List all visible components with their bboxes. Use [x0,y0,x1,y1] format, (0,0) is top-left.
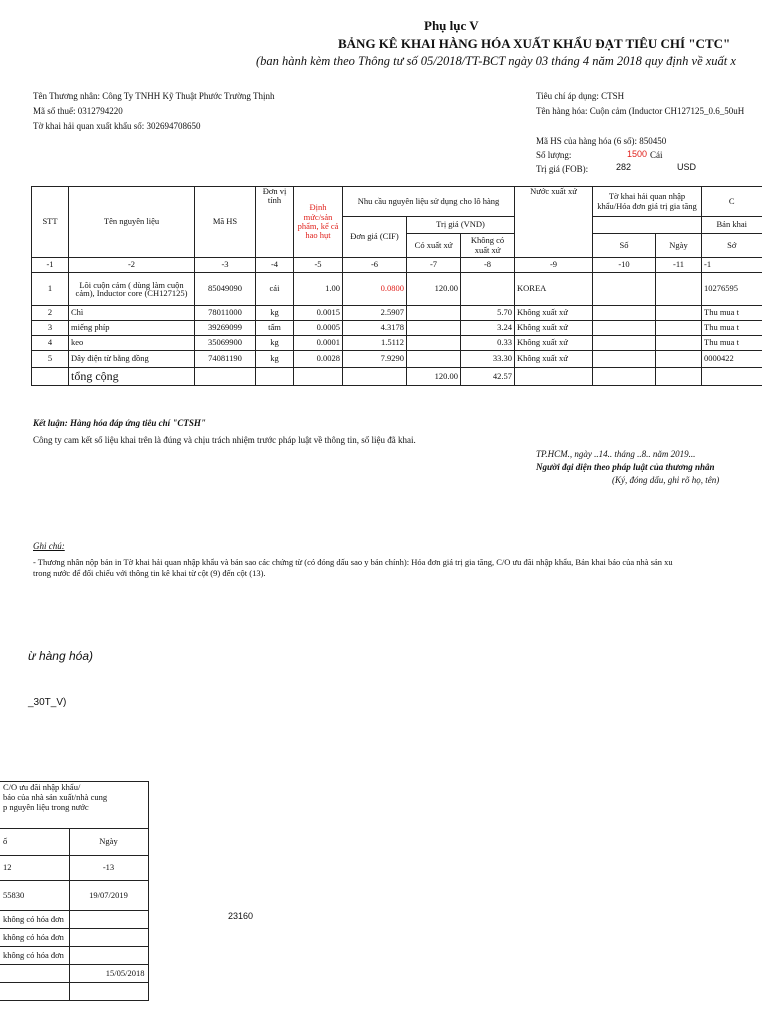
total-row [32,368,762,386]
cont-header-line-3: p nguyên liệu trong nước [3,802,89,813]
index-cell: -8 [461,258,515,273]
cell-origin-no: 33.30 [461,351,515,368]
cell-hs: 35069900 [195,336,256,351]
cont-r4-no: không có hóa đơn [0,947,69,965]
cont-r6-no [0,983,69,1001]
quantity-unit: Cái [650,150,663,160]
cell-hs: 85049090 [195,273,256,306]
cell-norm: 0.0005 [294,321,343,336]
index-cell: -3 [195,258,256,273]
header-price: Đơn giá (CIF) [343,217,407,258]
cell-country: Không xuất xứ [515,336,593,351]
cont-col-no: ố [0,829,69,856]
cell-empty [515,368,593,386]
fob-unit: USD [677,162,697,172]
cont-r2-date [69,911,148,929]
cell-country: Không xuất xứ [515,306,593,321]
subtitle-fragment: ừ hàng hóa) [28,649,93,663]
cell-decl-date [656,273,702,306]
cell-empty [256,368,294,386]
criteria: Tiêu chí áp dụng: CTSH [536,91,625,101]
cell-decl-no [593,273,656,306]
cell-material: Dây điện từ bằng đồng [69,351,195,368]
cont-r5-date: 15/05/2018 [69,965,148,983]
index-cell: -9 [515,258,593,273]
header-co-sub: Bản khai [702,217,762,234]
cell-origin-yes [407,336,461,351]
table-row [32,336,762,351]
cell-origin-no: 5.70 [461,306,515,321]
form-code-fragment: _30T_V) [28,697,67,708]
cell-empty [593,368,656,386]
appendix-label: Phụ lục V [424,18,479,33]
quantity-label: Số lượng: [536,150,572,160]
header-unit: Đơn vị tính [256,187,294,258]
cell-decl-date [656,321,702,336]
cell-material: keo [69,336,195,351]
index-cell: -6 [343,258,407,273]
sign-hint: (Ký, đóng dấu, ghi rõ họ, tên) [612,475,720,485]
cell-stt: 3 [32,321,69,336]
header-co: C [702,187,762,217]
cell-country: Không xuất xứ [515,321,593,336]
cell-decl-date [656,351,702,368]
cell-unit: cái [256,273,294,306]
cell-material: Chì [69,306,195,321]
cell-co: Thu mua t [702,321,762,336]
cell-norm: 1.00 [294,273,343,306]
header-decl-date: Ngày [656,234,702,258]
cell-origin-no: 0.33 [461,336,515,351]
cell-norm: 0.0028 [294,351,343,368]
header-origin-no: Không có xuất xứ [461,234,515,258]
cell-material: miếng phíp [69,321,195,336]
cell-unit: kg [256,351,294,368]
cont-r4-date [69,947,148,965]
header-decl-no: Số [593,234,656,258]
goods-name: Tên hàng hóa: Cuộn cảm (Inductor CH127125_0.6_50uH [536,106,745,116]
total-origin-yes: 120.00 [407,368,461,386]
header-value: Trị giá (VND) [407,217,515,234]
cont-header-line-2: báo của nhà sản xuất/nhà cung [3,792,108,803]
fob-value: 282 [616,162,632,172]
cell-empty [294,368,343,386]
tax-code: Mã số thuế: 0312794220 [33,106,123,116]
conclusion: Kết luận: Hàng hóa đáp ứng tiêu chí "CTSH" [33,418,206,428]
cell-hs: 39269099 [195,321,256,336]
cont-col-date: Ngày [69,829,148,856]
materials-table [31,186,762,386]
cell-empty [656,368,702,386]
index-cell: -2 [69,258,195,273]
cell-unit: kg [256,306,294,321]
cell-origin-no [461,273,515,306]
header-need: Nhu cầu nguyên liệu sử dụng cho lô hàng [343,187,515,217]
cell-stt: 2 [32,306,69,321]
index-cell: -1 [32,258,69,273]
cell-price: 1.5112 [343,336,407,351]
goods-hs-code: Mã HS của hàng hóa (6 số): 850450 [536,136,667,146]
cell-decl-date [656,306,702,321]
cont-r1-no: 55830 [0,881,69,911]
cell-origin-yes [407,321,461,336]
cell-hs: 78011000 [195,306,256,321]
quantity-value: 1500 [627,149,648,159]
document-title: BẢNG KÊ KHAI HÀNG HÓA XUẤT KHẨU ĐẠT TIÊU CHÍ "CTC" [338,36,731,51]
cell-stt: 5 [32,351,69,368]
index-cell: -7 [407,258,461,273]
index-cell: -5 [294,258,343,273]
cell-unit: kg [256,336,294,351]
index-cell: -11 [656,258,702,273]
header-origin-yes: Có xuất xứ [407,234,461,258]
cont-r5-no [0,965,69,983]
cell-country: Không xuất xứ [515,351,593,368]
header-hs: Mã HS [195,187,256,258]
cont-idx-no: 12 [0,856,69,881]
cell-price: 0.0800 [343,273,407,306]
table-row [32,321,762,336]
cell-co: Thu mua t [702,336,762,351]
cont-r3-date [69,929,148,947]
table-row [32,306,762,321]
export-declaration: Tờ khai hải quan xuất khẩu số: 302694708650 [33,121,201,131]
cell-price: 2.5907 [343,306,407,321]
cell-co: 10276595 [702,273,762,306]
cell-decl-no [593,336,656,351]
cell-decl-no [593,306,656,321]
cell-origin-yes: 120.00 [407,273,461,306]
cell-empty [702,368,762,386]
header-stt: STT [32,187,69,258]
table-row [32,351,762,368]
cell-origin-yes [407,306,461,321]
document-subtitle: (ban hành kèm theo Thông tư số 05/2018/TT-BCT ngày 03 tháng 4 năm 2018 quy định về xuất x [256,54,736,68]
trader-name: Tên Thương nhân: Công Ty TNHH Kỹ Thuật Phước Trường Thịnh [33,91,275,101]
total-origin-no: 42.57 [461,368,515,386]
cell-country: KOREA [515,273,593,306]
header-norm: Định mức/sản phẩm, kể cả hao hụt [294,187,343,258]
cell-stt: 4 [32,336,69,351]
legal-representative: Người đại diện theo pháp luật của thương nhân [536,462,715,472]
cell-decl-no [593,351,656,368]
index-cell: -1 [702,258,762,273]
header-country: Nước xuất xứ [515,187,593,258]
table-row [32,273,762,306]
cell-decl-date [656,336,702,351]
cell-co: Thu mua t [702,306,762,321]
cont-header-line-1: C/O ưu đãi nhập khẩu/ [3,782,81,792]
cell-stt: 1 [32,273,69,306]
continuation-table [0,781,149,1001]
side-number: 23160 [228,911,254,921]
cont-header [0,782,148,829]
header-decl-cont [593,217,702,234]
cell-empty [32,368,69,386]
header-decl: Tờ khai hải quan nhập khẩu/Hóa đơn giá trị gia tăng [593,187,702,217]
cell-origin-yes [407,351,461,368]
index-cell: -4 [256,258,294,273]
notes-line-2: trong nước để đối chiếu với thông tin kê khai từ cột (9) đến cột (13). [33,568,266,578]
fob-label: Trị giá (FOB): [536,164,589,174]
index-cell: -10 [593,258,656,273]
cell-decl-no [593,321,656,336]
cell-material: Lõi cuộn cảm ( dùng làm cuộn cảm), Inductor core (CH127125) [69,273,195,306]
cont-r2-no: không có hóa đơn [0,911,69,929]
cell-price: 4.3178 [343,321,407,336]
total-label: tổng cộng [69,368,195,386]
index-row [32,258,762,273]
cell-unit: tấm [256,321,294,336]
cont-r3-no: không có hóa đơn [0,929,69,947]
cell-hs: 74081190 [195,351,256,368]
cont-r1-date: 19/07/2019 [69,881,148,911]
cell-empty [343,368,407,386]
cell-norm: 0.0015 [294,306,343,321]
cell-empty [195,368,256,386]
header-co-no: Sớ [702,234,762,258]
cell-origin-no: 3.24 [461,321,515,336]
cont-idx-date: -13 [69,856,148,881]
cont-r6-date [69,983,148,1001]
cell-co: 0000422 [702,351,762,368]
cell-norm: 0.0001 [294,336,343,351]
notes-label: Ghi chú: [33,541,65,551]
notes-line-1: - Thương nhân nộp bản in Tờ khai hải quan nhập khẩu và bản sao các chứng từ (có đóng dấu sao y bản chính): Hóa đơn giá trị gia tăng, C/O ưu đãi nhập khẩu, Bản khai báo của nhà sản xu [33,557,673,567]
header-material: Tên nguyên liệu [69,187,195,258]
cell-price: 7.9290 [343,351,407,368]
commitment: Công ty cam kết số liệu khai trên là đúng và chịu trách nhiệm trước pháp luật về thông tin, số liệu đã khai. [33,435,416,445]
sign-date: TP.HCM., ngày ..14.. tháng ..8.. năm 2019... [536,449,696,459]
